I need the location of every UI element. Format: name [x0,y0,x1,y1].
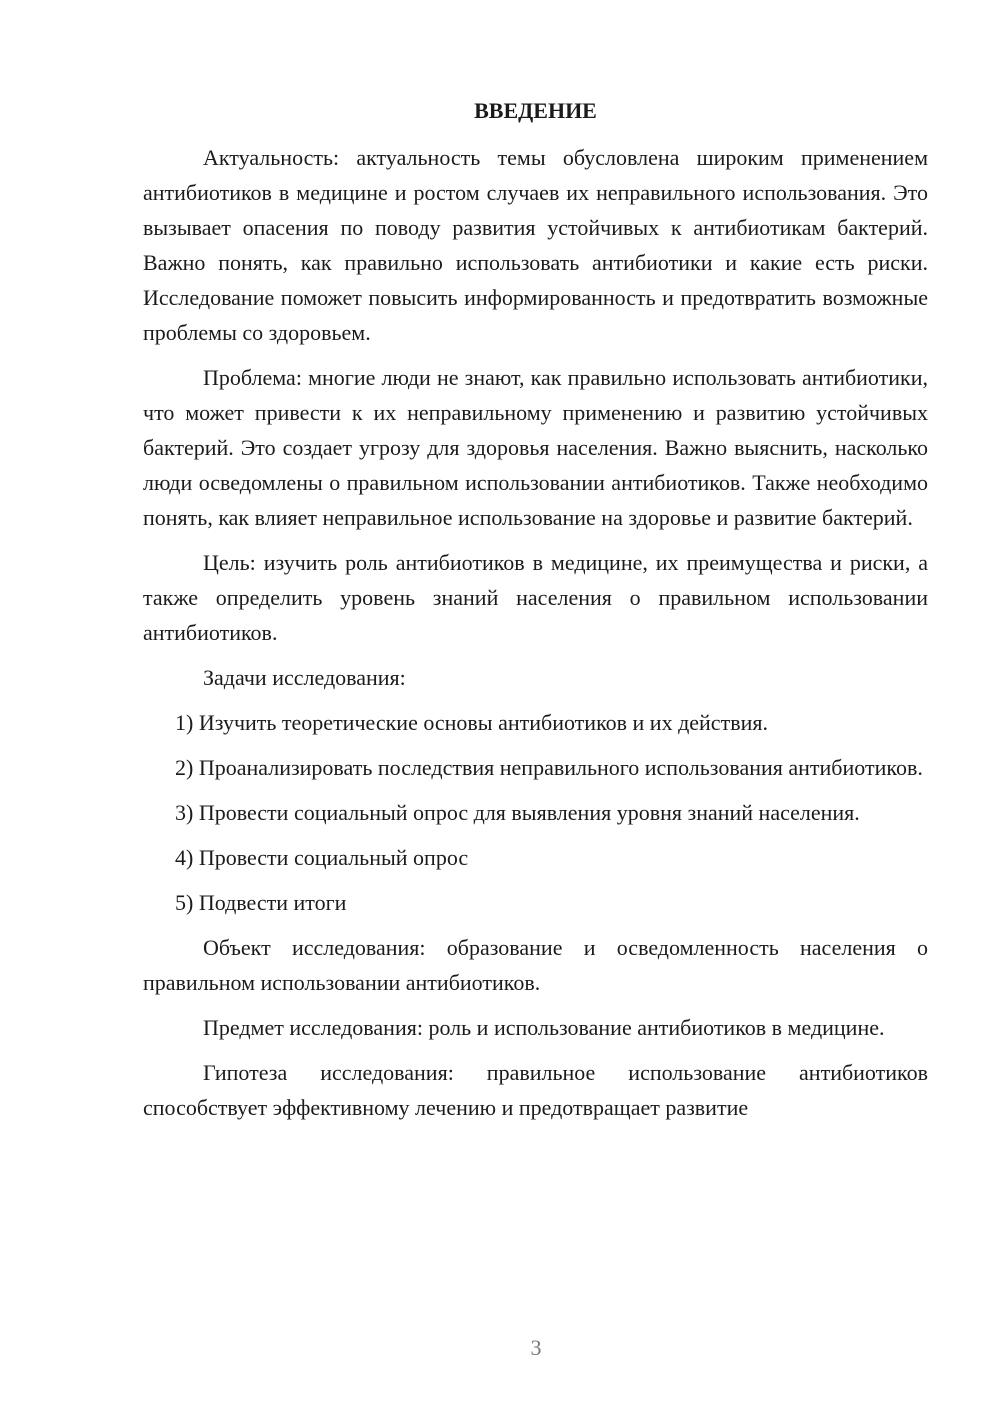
list-item: 4) Провести социальный опрос [175,845,469,870]
hypothesis-paragraph: Гипотеза исследования: правильное использование антибиотиков способствует эффективному лечению и предотвращает развитие [143,1060,928,1120]
goal-paragraph: Цель: изучить роль антибиотиков в медицине, их преимущества и риски, а также определить уровень знаний населения о правильном использовании антибиотиков. [143,550,928,645]
problem-paragraph: Проблема: многие люди не знают, как правильно использовать антибиотики, что может привести к их неправильному применению и развитию устойчивых бактерий. Это создает угрозу для здоровья населения. Важно выяснить, насколько люди осведомлены о правильном использовании антибиотиков. Также необходимо понять, как влияет неправильное использование на здоровье и развитие бактерий. [143,365,928,530]
page-title: ВВЕДЕНИЕ [474,98,597,123]
tasks-heading: Задачи исследования: [203,665,406,690]
page-number: 3 [530,1335,542,1360]
research-tasks-list [143,705,928,920]
subject-paragraph: Предмет исследования: роль и использование антибиотиков в медицине. [203,1015,885,1040]
object-paragraph: Объект исследования: образование и осведомленность населения о правильном использовании антибиотиков. [143,935,928,995]
page-body [143,93,928,1135]
list-item: 3) Провести социальный опрос для выявления уровня знаний населения. [175,800,860,825]
list-item: 2) Проанализировать последствия неправильного использования антибиотиков. [175,755,923,780]
relevance-paragraph: Актуальность: актуальность темы обусловлена широким применением антибиотиков в медицине и ростом случаев их неправильного использования. Это вызывает опасения по поводу развития устойчивых к антибиотикам бактерий. Важно понять, как правильно использовать антибиотики и какие есть риски. Исследование поможет повысить информированность и предотвратить возможные проблемы со здоровьем. [143,145,928,345]
list-item: 5) Подвести итоги [175,890,347,915]
list-item: 1) Изучить теоретические основы антибиотиков и их действия. [175,710,768,735]
